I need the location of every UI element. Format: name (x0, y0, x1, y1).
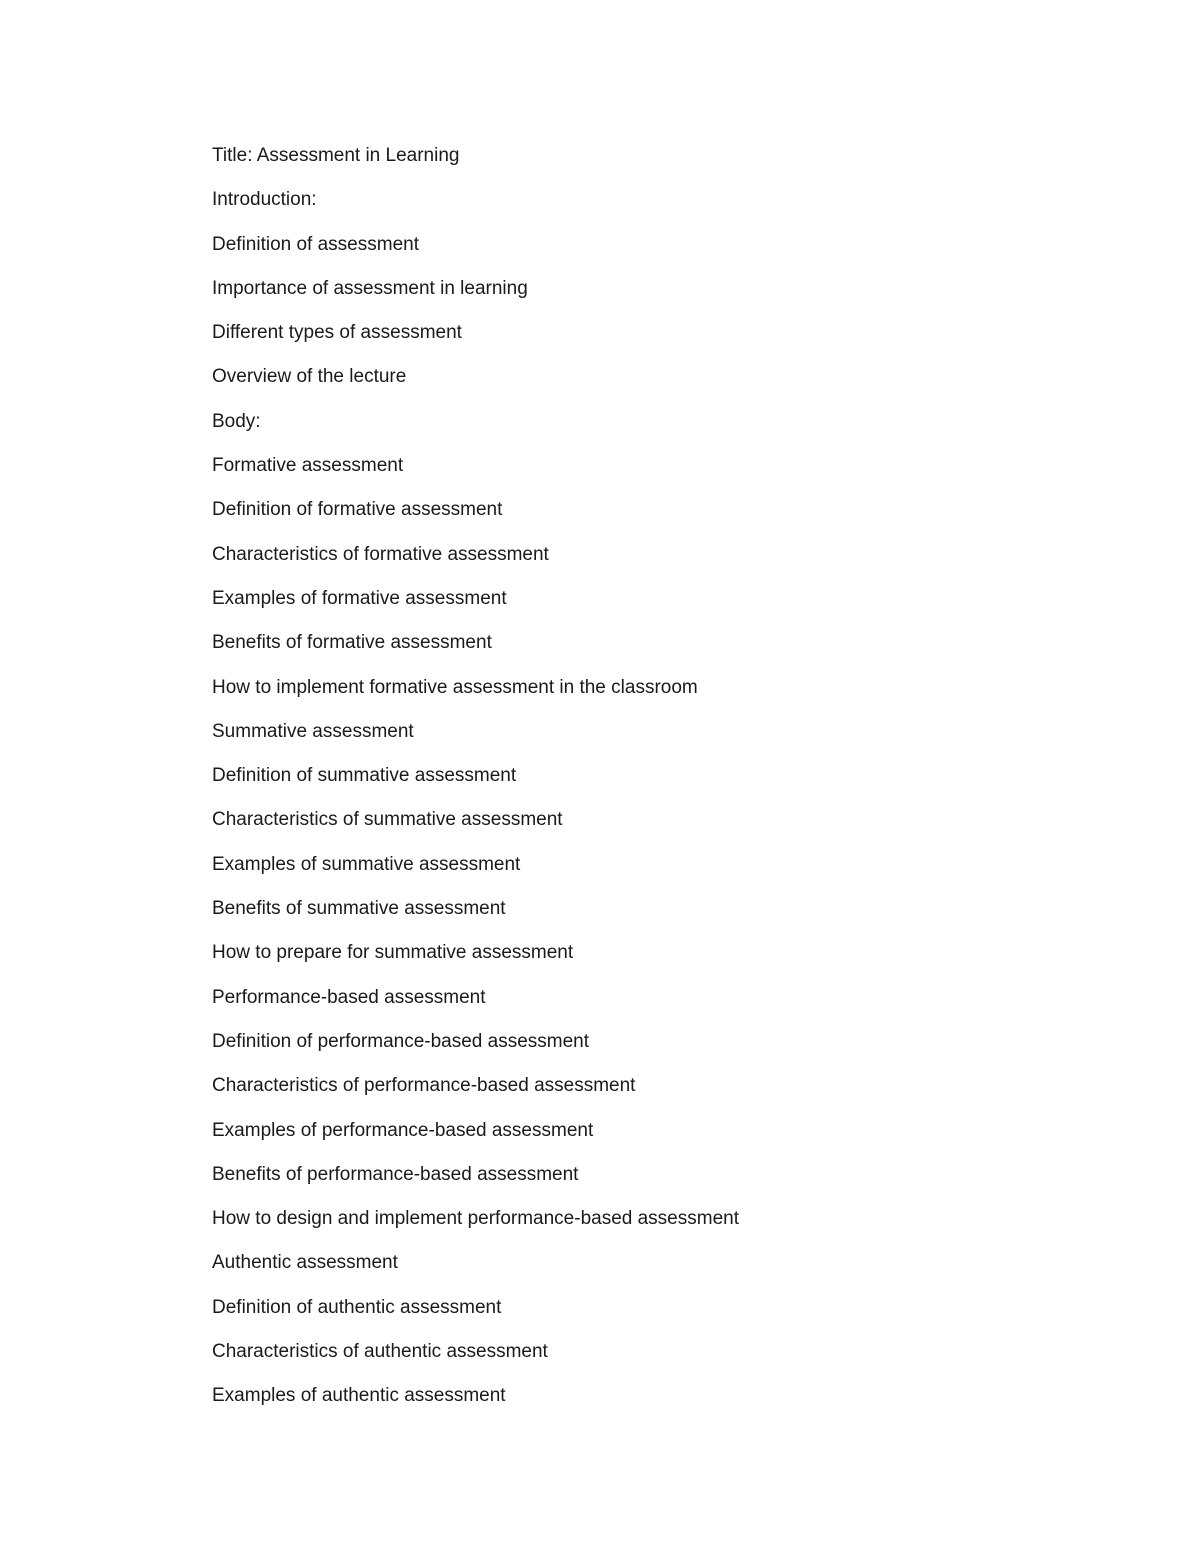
text-line: Definition of performance-based assessment (212, 1030, 590, 1052)
text-line: Benefits of summative assessment (212, 898, 506, 920)
text-line: Definition of authentic assessment (212, 1296, 502, 1318)
text-line: Definition of formative assessment (212, 499, 503, 521)
text-line: Characteristics of formative assessment (212, 543, 549, 565)
text-line: Definition of assessment (212, 233, 419, 255)
text-line: Characteristics of summative assessment (212, 809, 563, 831)
heading-introduction: Introduction: (212, 189, 317, 211)
text-line: Characteristics of performance-based assessment (212, 1075, 636, 1097)
text-line: Different types of assessment (212, 322, 462, 344)
text-line: Examples of summative assessment (212, 853, 521, 875)
text-line: How to design and implement performance-based assessment (212, 1208, 739, 1230)
text-line: How to prepare for summative assessment (212, 942, 574, 964)
text-line: Benefits of formative assessment (212, 632, 492, 654)
text-line: Definition of summative assessment (212, 765, 517, 787)
text-line: Overview of the lecture (212, 366, 407, 388)
section-heading-summative: Summative assessment (212, 720, 414, 742)
section-heading-authentic: Authentic assessment (212, 1252, 398, 1274)
text-line: Importance of assessment in learning (212, 277, 528, 299)
document-title: Title: Assessment in Learning (212, 145, 460, 166)
text-line: Characteristics of authentic assessment (212, 1341, 548, 1363)
document-body (212, 142, 739, 1427)
section-heading-formative: Formative assessment (212, 455, 404, 477)
text-line: How to implement formative assessment in the classroom (212, 676, 698, 698)
section-heading-performance-based: Performance-based assessment (212, 986, 486, 1008)
text-line: Examples of formative assessment (212, 587, 507, 609)
text-line: Benefits of performance-based assessment (212, 1163, 579, 1185)
text-line: Examples of authentic assessment (212, 1385, 506, 1407)
heading-body: Body: (212, 410, 261, 432)
text-line: Examples of performance-based assessment (212, 1119, 594, 1141)
